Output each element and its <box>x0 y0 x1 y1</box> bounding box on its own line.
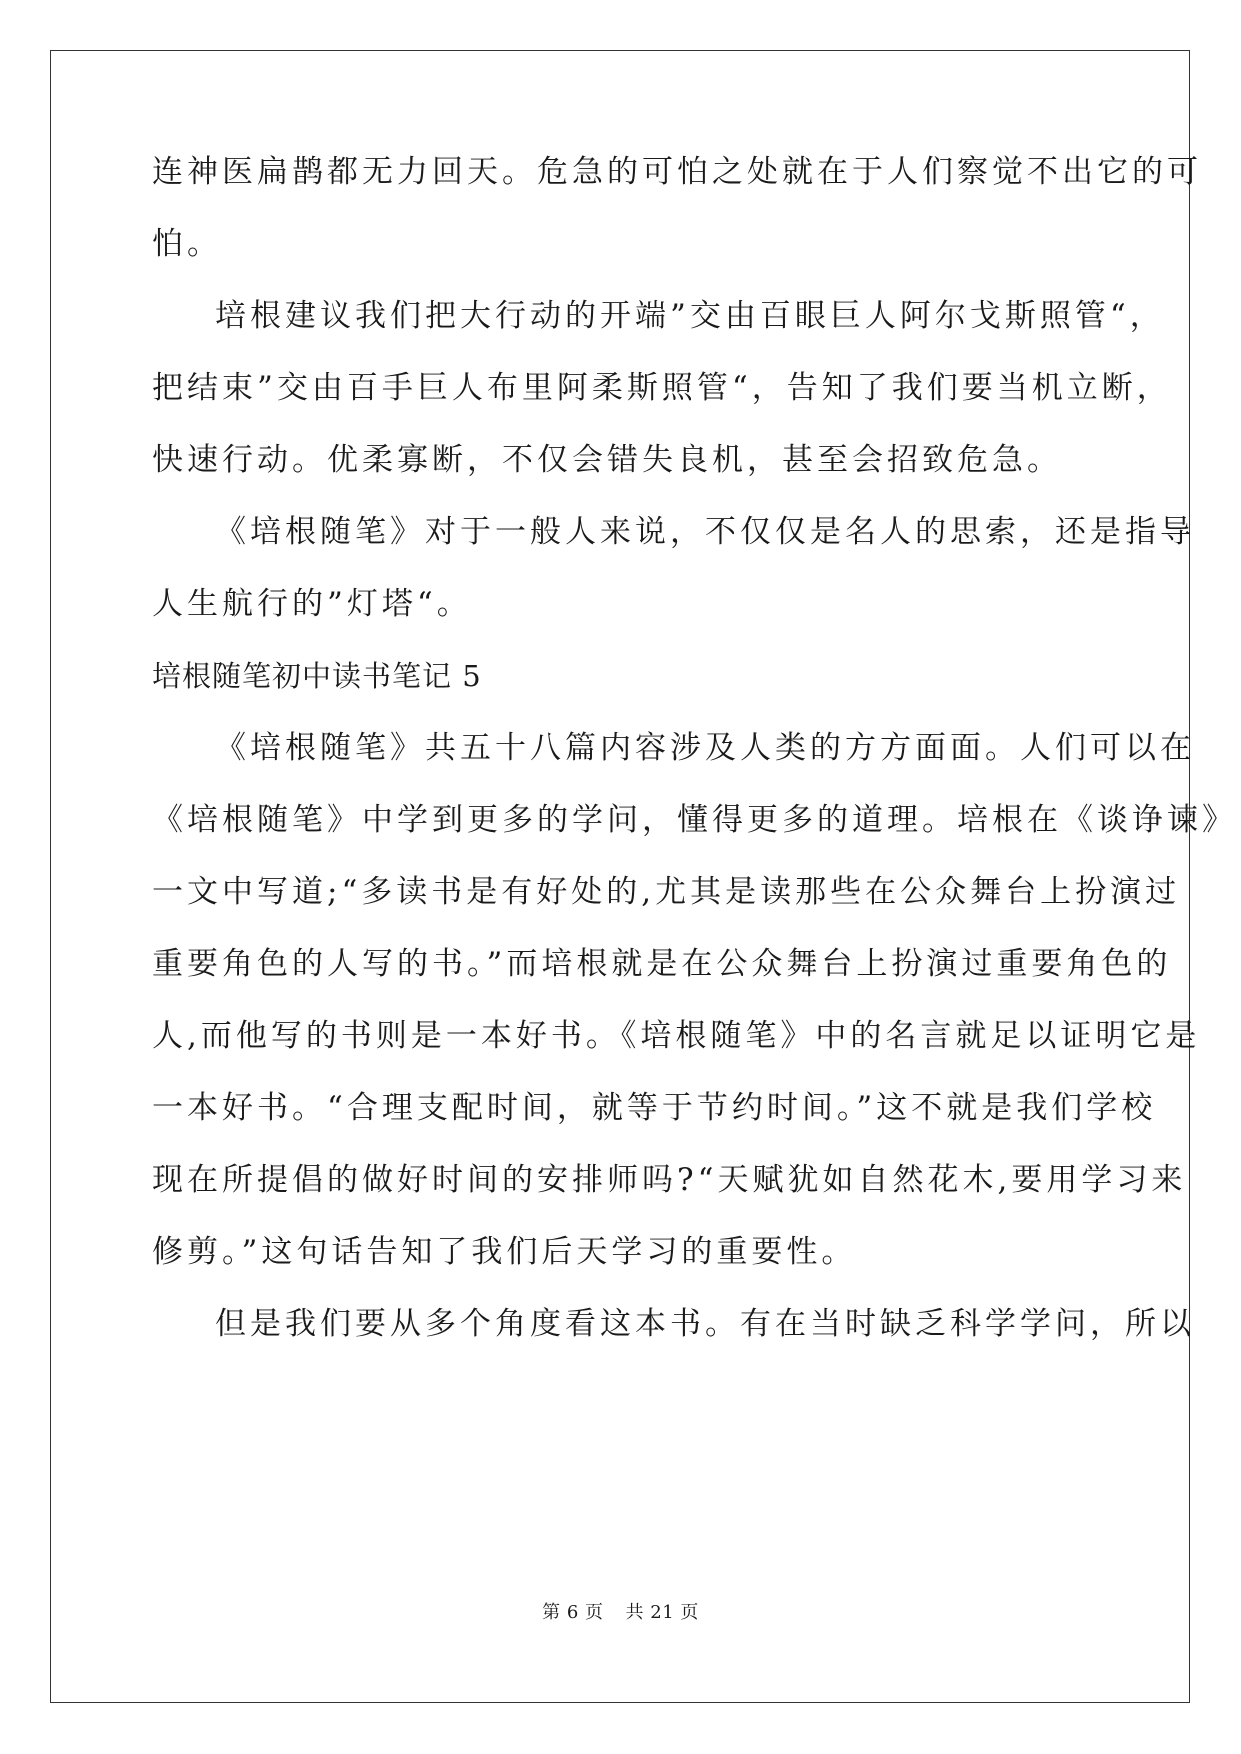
paragraph-line: 《培根随笔》中学到更多的学问，懂得更多的道理。培根在《谈诤谏》 <box>152 802 1237 838</box>
page-footer <box>0 1601 1241 1625</box>
paragraph-line: 但是我们要从多个角度看这本书。有在当时缺乏科学学问，所以 <box>215 1306 1195 1342</box>
paragraph-line: 快速行动。优柔寡断，不仅会错失良机，甚至会招致危急。 <box>152 442 1062 478</box>
paragraph-line: 一本好书。“合理支配时间，就等于节约时间。”这不就是我们学校 <box>152 1090 1157 1126</box>
paragraph-line: 修剪。”这句话告知了我们后天学习的重要性。 <box>152 1234 857 1270</box>
page-total: 共 21 页 <box>625 1602 699 1623</box>
paragraph-line: 重要角色的人写的书。”而培根就是在公众舞台上扮演过重要角色的 <box>152 946 1172 982</box>
page-number: 第 6 页 <box>542 1602 604 1623</box>
paragraph-line: 一文中写道;“多读书是有好处的,尤其是读那些在公众舞台上扮演过 <box>152 874 1181 910</box>
paragraph-line: 人,而他写的书则是一本好书。《培根随笔》中的名言就足以证明它是 <box>152 1018 1201 1054</box>
paragraph-line: 《培根随笔》对于一般人来说，不仅仅是名人的思索，还是指导 <box>215 514 1195 550</box>
paragraph-line: 连神医扁鹊都无力回天。危急的可怕之处就在于人们察觉不出它的可 <box>152 154 1202 190</box>
paragraph-line: 人生航行的”灯塔“。 <box>152 586 472 622</box>
paragraph-line: 现在所提倡的做好时间的安排师吗?“天赋犹如自然花木,要用学习来 <box>152 1162 1187 1198</box>
section-heading: 培根随笔初中读书笔记 5 <box>152 659 482 693</box>
paragraph-line: 培根建议我们把大行动的开端”交由百眼巨人阿尔戈斯照管“， <box>215 298 1165 334</box>
paragraph-line: 把结束”交由百手巨人布里阿柔斯照管“，告知了我们要当机立断， <box>152 370 1172 406</box>
paragraph-line: 怕。 <box>152 226 222 262</box>
paragraph-line: 《培根随笔》共五十八篇内容涉及人类的方方面面。人们可以在 <box>215 730 1195 766</box>
